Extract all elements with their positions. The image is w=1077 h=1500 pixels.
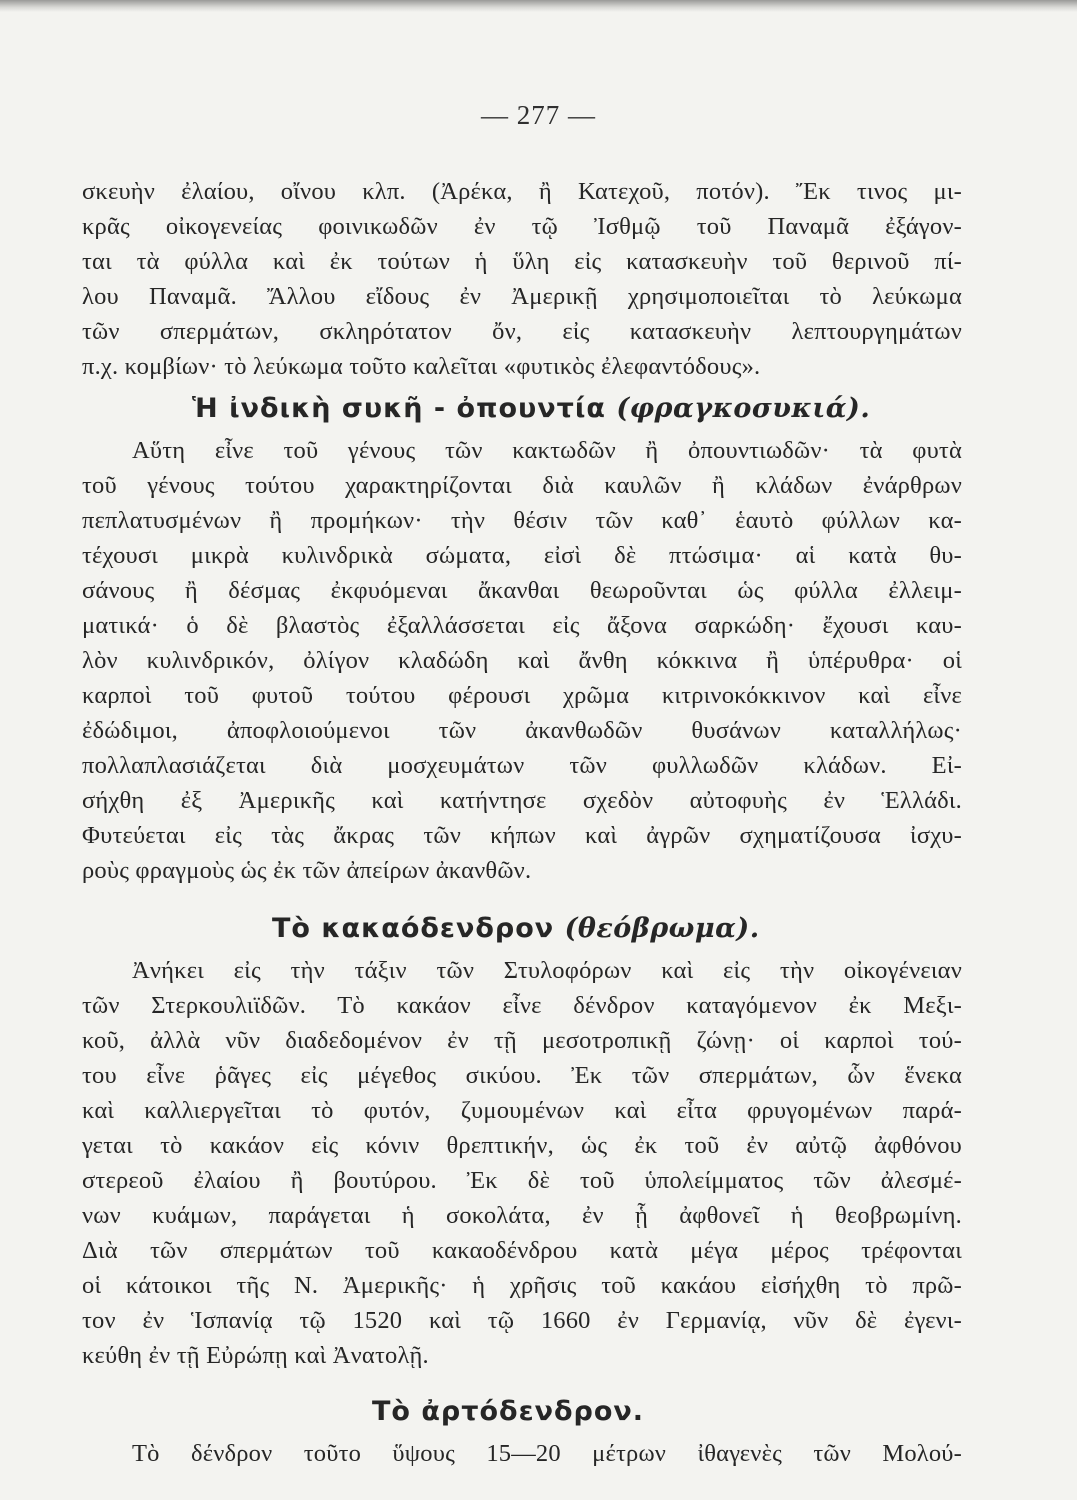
text-line: τοῦ γένους τούτου χαρακτηρίζονται διὰ καυλῶν ἢ κλάδων ἐνάρθρων [82,472,962,499]
text-line: τῶν Στερκουλιϊδῶν. Τὸ κακάον εἶνε δένδρον καταγόμενον ἐκ Μεξι- [82,992,962,1019]
text-line: λὸν κυλινδρικόν, ὀλίγον κλαδώδη καὶ ἄνθη κόκκινα ἢ ὑπέρυθρα· οἱ [82,647,962,674]
text-line: οἱ κάτοικοι τῆς Ν. Ἀμερικῆς· ἡ χρῆσις τοῦ κακάου εἰσήχθη τὸ πρῶ- [82,1272,962,1299]
text-line: στερεοῦ ἐλαίου ἢ βουτύρου. Ἐκ δὲ τοῦ ὑπολείμματος τῶν ἀλεσμέ- [82,1167,962,1194]
page-number: — 277 — [481,100,596,130]
text-line: Τὸ δένδρον τοῦτο ὕψους 15—20 μέτρων ἰθαγενὲς τῶν Μολού- [132,1440,962,1467]
text-line: κεύθη ἐν τῇ Εὐρώπῃ καὶ Ἀνατολῇ. [82,1342,429,1369]
text-line: του εἶνε ῥᾶγες εἰς μέγεθος σικύου. Ἐκ τῶν σπερμάτων, ὧν ἕνεκα [82,1062,962,1089]
text-line: σήχθη ἐξ Ἀμερικῆς καὶ κατήντησε σχεδὸν αὐτοφυὴς ἐν Ἑλλάδι. [82,787,962,814]
text-line: λου Παναμᾶ. Ἄλλου εἴδους ἐν Ἀμερικῇ χρησιμοποιεῖται τὸ λεύκωμα [82,283,962,310]
section-cacao-tree [82,905,962,1373]
text-line: Φυτεύεται εἰς τὰς ἄκρας τῶν κήπων καὶ ἀγρῶν σχηματίζουσα ἰσχυ- [82,822,962,849]
section-heading [82,1388,962,1436]
text-line: ἐδώδιμοι, ἀποφλοιούμενοι τῶν ἀκανθωδῶν θυσάνων καταλλήλως· [82,717,962,744]
section-indian-fig [82,385,962,888]
text-line: Ἀνήκει εἰς τὴν τάξιν τῶν Στυλοφόρων καὶ εἰς τὴν οἰκογένειαν [132,957,962,984]
section-heading [82,905,962,953]
text-line: Διὰ τῶν σπερμάτων τοῦ κακαοδένδρου κατὰ μέγα μέρος τρέφονται [82,1237,962,1264]
section-breadfruit-tree [82,1388,962,1471]
text-line: σκευὴν ἐλαίου, οἴνου κλπ. (Ἀρέκα, ἢ Κατεχοῦ, ποτόν). Ἔκ τινος μι- [82,178,962,205]
text-line: σάνους ἢ δέσμας ἐκφυόμεναι ἄκανθαι θεωροῦνται ὡς φύλλα ἐλλειμ- [82,577,962,604]
text-line: Αὕτη εἶνε τοῦ γένους τῶν κακτωδῶν ἢ ὀπουντιωδῶν· τὰ φυτὰ [132,437,962,464]
text-line: τῶν σπερμάτων, σκληρότατον ὄν, εἰς κατασκευὴν λεπτουργημάτων [82,318,962,345]
text-line: νων κυάμων, παράγεται ἡ σοκολάτα, ἐν ᾗ ἀφθονεῖ ἡ θεοβρωμίνη. [82,1202,962,1229]
text-line: καρποὶ τοῦ φυτοῦ τούτου φέρουσι χρῶμα κιτρινοκόκκινον καὶ εἶνε [82,682,962,709]
text-line: κρᾶς οἰκογενείας φοινικωδῶν ἐν τῷ Ἰσθμῷ τοῦ Παναμᾶ ἐξάγον- [82,213,962,240]
text-line: ροὺς φραγμοὺς ὡς ἐκ τῶν ἀπείρων ἀκανθῶν. [82,857,532,884]
heading-title: Τὸ ἀρτόδενδρον. [372,1396,645,1427]
text-line: τον ἐν Ἱσπανίᾳ τῷ 1520 καὶ τῷ 1660 ἐν Γερμανίᾳ, νῦν δὲ ἐγενι- [82,1307,962,1334]
section-heading [82,385,962,433]
text-line: πολλαπλασιάζεται διὰ μοσχευμάτων τῶν φυλλωδῶν κλάδων. Εἰ- [82,752,962,779]
text-line: ματικά· ὁ δὲ βλαστὸς ἐξαλλάσσεται εἰς ἄξονα σαρκώδη· ἔχουσι καυ- [82,612,962,639]
text-line: καὶ καλλιεργεῖται τὸ φυτόν, ζυμουμένων καὶ εἶτα φρυγομένων παρά- [82,1097,962,1124]
text-line: κοῦ, ἀλλὰ νῦν διαδεδομένον ἐν τῇ μεσοτροπικῇ ζώνῃ· οἱ καρποὶ τού- [82,1027,962,1054]
text-line: ται τὰ φύλλα καὶ ἐκ τούτων ἡ ὕλη εἰς κατασκευὴν τοῦ θερινοῦ πί- [82,248,962,275]
page-top-edge [0,0,1077,12]
heading-gloss: (θεόβρωμα). [564,913,760,944]
text-line: τέχουσι μικρὰ κυλινδρικὰ σώματα, εἰσὶ δὲ πτώσιμα· αἱ κατὰ θυ- [82,542,962,569]
heading-title: Τὸ κακαόδενδρον [272,913,555,944]
heading-gloss: (φραγκοσυκιά). [616,393,871,424]
text-line: γεται τὸ κακάον εἰς κόνιν θρεπτικήν, ὡς ἐκ τοῦ ἐν αὐτῷ ἀφθόνου [82,1132,962,1159]
text-line: π.χ. κομβίων· τὸ λεύκωμα τοῦτο καλεῖται «φυτικὸς ἐλεφαντόδους». [82,353,761,380]
heading-title: Ἡ ἰνδικὴ συκῆ - ὀπουντία [192,393,606,424]
text-line: πεπλατυσμένων ἢ προμήκων· τὴν θέσιν τῶν καθ᾽ ἑαυτὸ φύλλων κα- [82,507,962,534]
intro-paragraph [82,174,962,384]
